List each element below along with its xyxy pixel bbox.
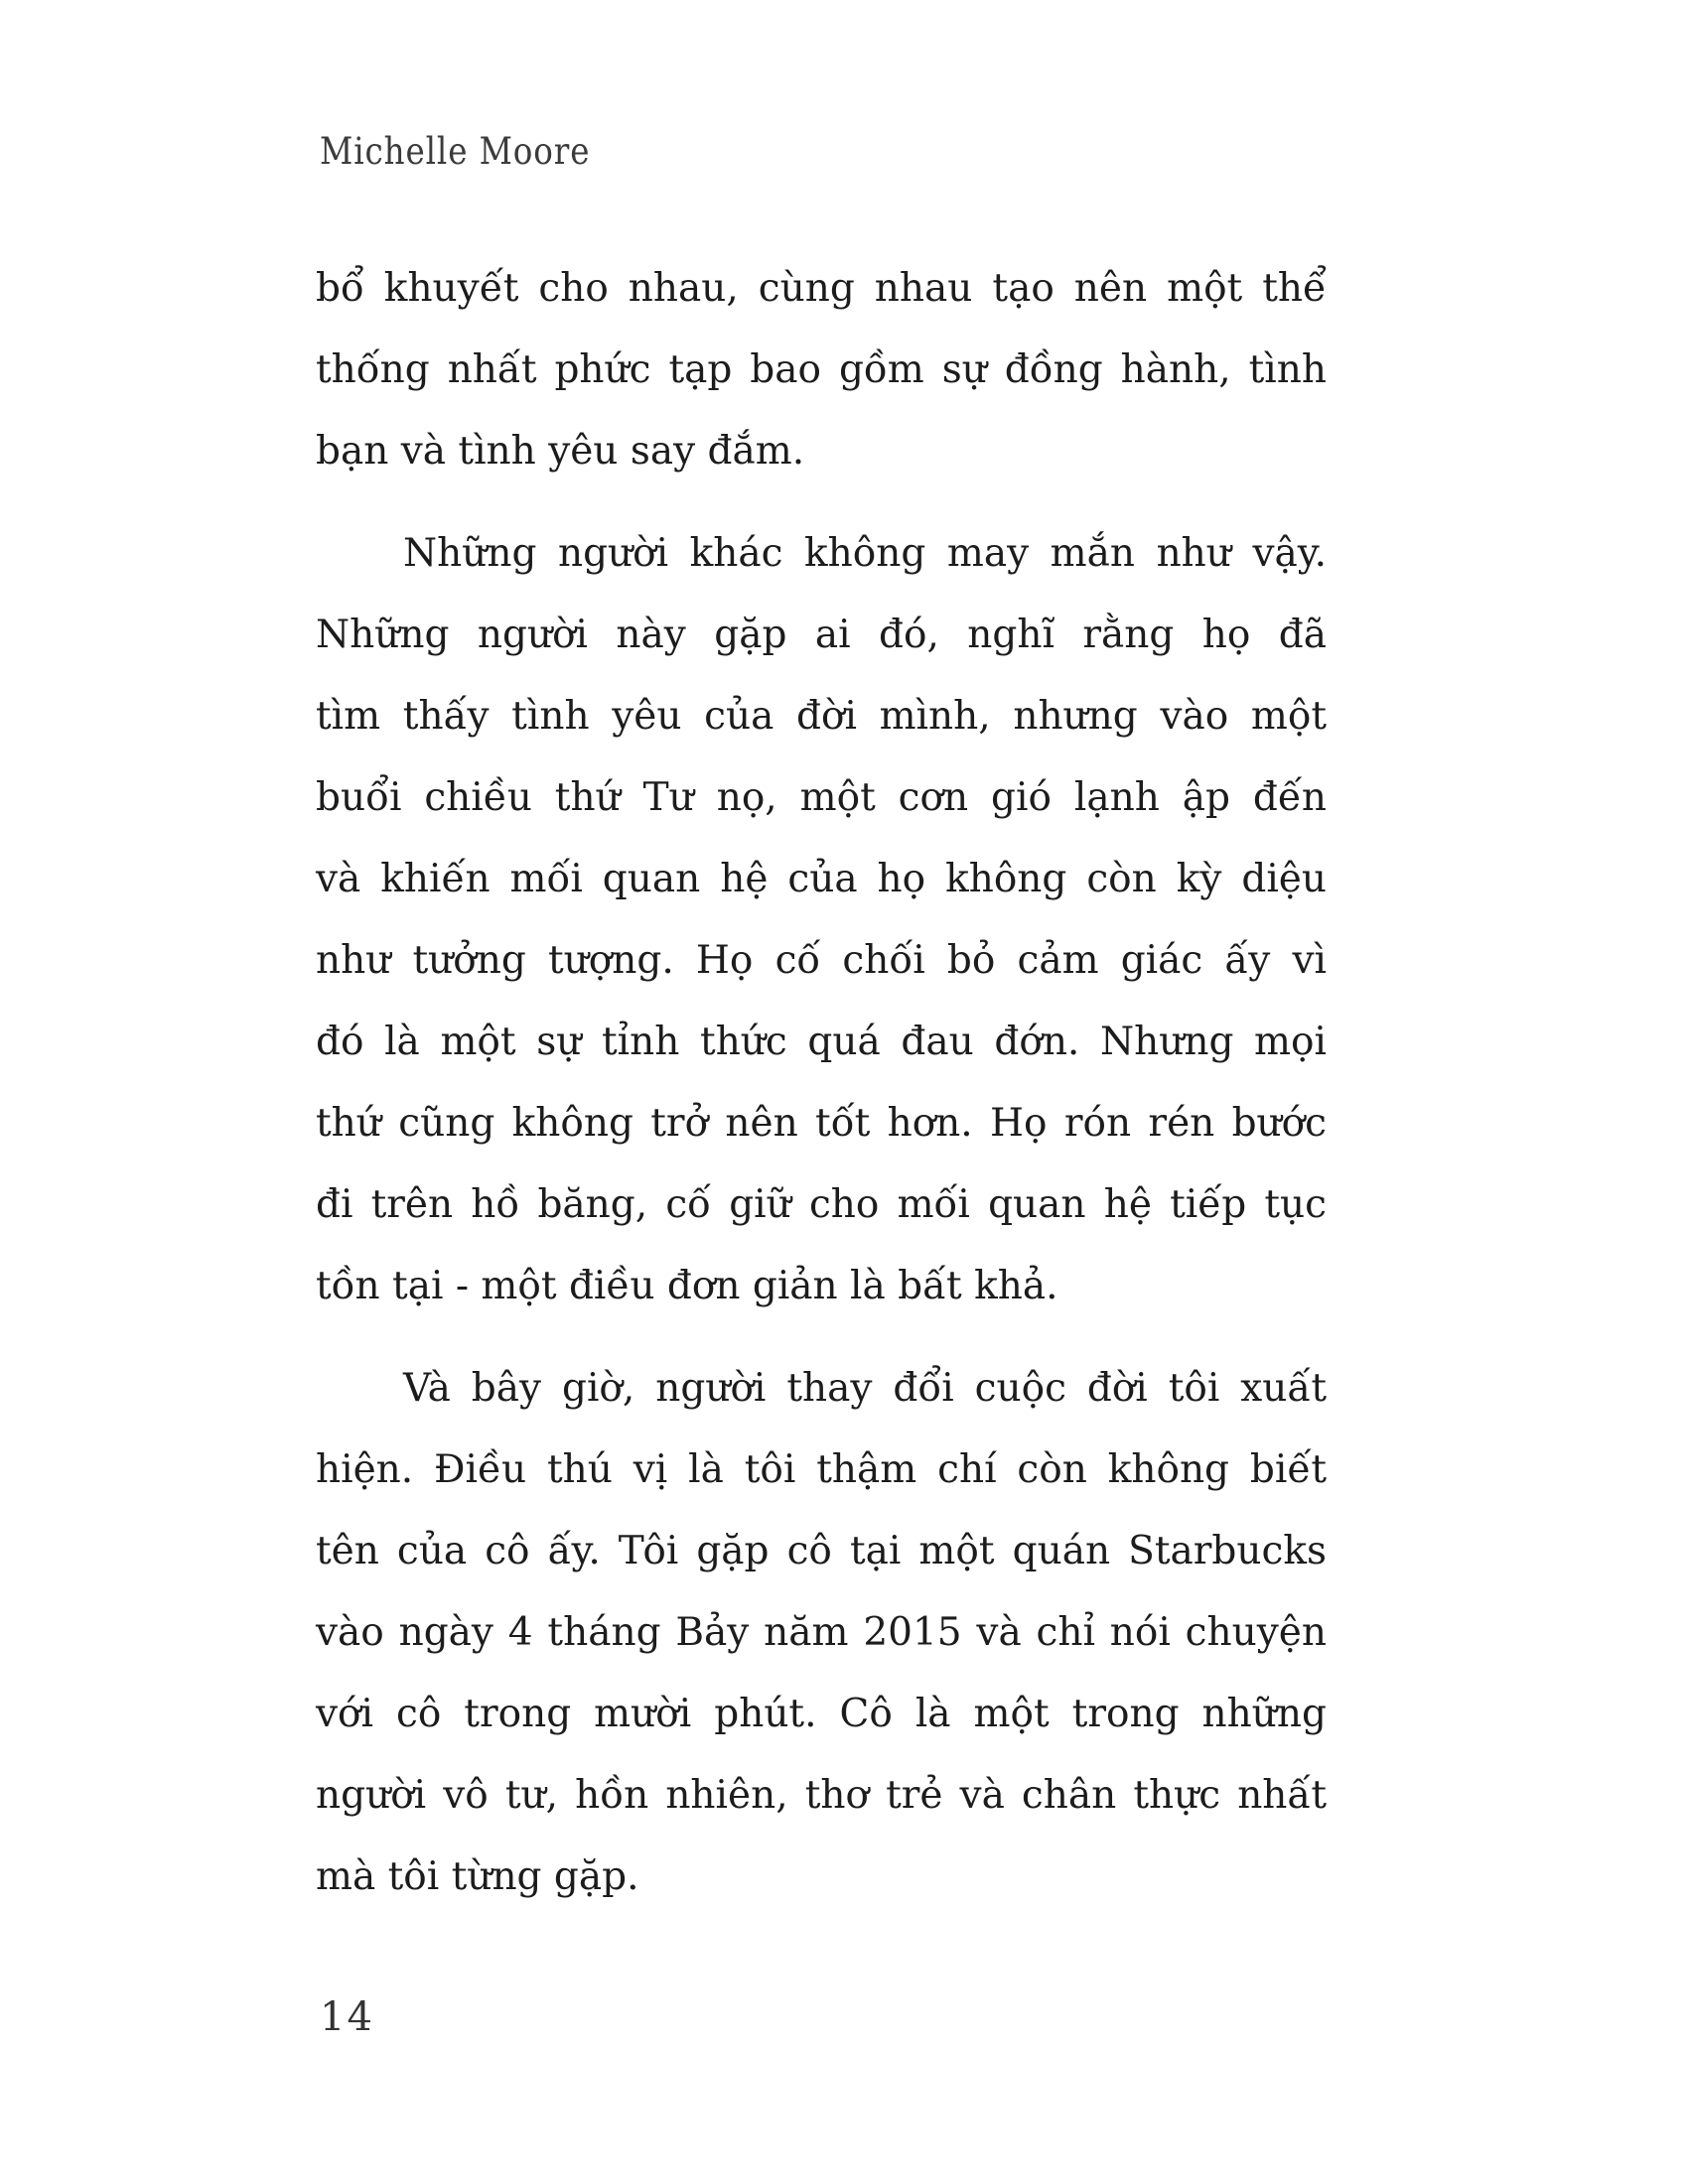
text-line: Những người khác không may mắn như vậy.: [403, 531, 1327, 576]
text-line: Và bây giờ, người thay đổi cuộc đời tôi xuất: [403, 1366, 1327, 1411]
text-line: tên của cô ấy. Tôi gặp cô tại một quán Starbucks: [316, 1529, 1327, 1573]
text-line: tồn tại - một điều đơn giản là bất khả.: [316, 1264, 1058, 1308]
page-number: 14: [320, 1994, 374, 2040]
text-line: với cô trong mười phút. Cô là một trong những: [316, 1692, 1327, 1736]
text-line: buổi chiều thứ Tư nọ, một cơn gió lạnh ập đến: [316, 775, 1327, 820]
text-line: bổ khuyết cho nhau, cùng nhau tạo nên một thể: [316, 266, 1327, 311]
text-line: hiện. Điều thú vị là tôi thậm chí còn không biết: [316, 1447, 1327, 1492]
text-line: tìm thấy tình yêu của đời mình, nhưng vào một: [316, 694, 1327, 739]
paragraph: [316, 513, 1327, 1327]
text-line: thống nhất phức tạp bao gồm sự đồng hành, tình: [316, 347, 1327, 392]
text-line: Những người này gặp ai đó, nghĩ rằng họ đã: [316, 613, 1327, 657]
paragraph: [316, 1348, 1327, 1918]
text-line: mà tôi từng gặp.: [316, 1854, 639, 1899]
body-text: [316, 248, 1327, 1918]
text-line: bạn và tình yêu say đắm.: [316, 429, 805, 474]
text-line: thứ cũng không trở nên tốt hơn. Họ rón rén bước: [316, 1101, 1327, 1146]
text-line: vào ngày 4 tháng Bảy năm 2015 và chỉ nói chuyện: [316, 1610, 1327, 1655]
text-line: đi trên hồ băng, cố giữ cho mối quan hệ tiếp tục: [316, 1182, 1327, 1227]
paragraph: [316, 248, 1327, 492]
text-line: đó là một sự tỉnh thức quá đau đớn. Nhưng mọi: [316, 1020, 1327, 1064]
text-line: và khiến mối quan hệ của họ không còn kỳ diệu: [316, 857, 1327, 901]
running-header: Michelle Moore: [320, 130, 591, 173]
text-line: người vô tư, hồn nhiên, thơ trẻ và chân thực nhất: [316, 1773, 1327, 1818]
text-line: như tưởng tượng. Họ cố chối bỏ cảm giác ấy vì: [316, 938, 1327, 983]
